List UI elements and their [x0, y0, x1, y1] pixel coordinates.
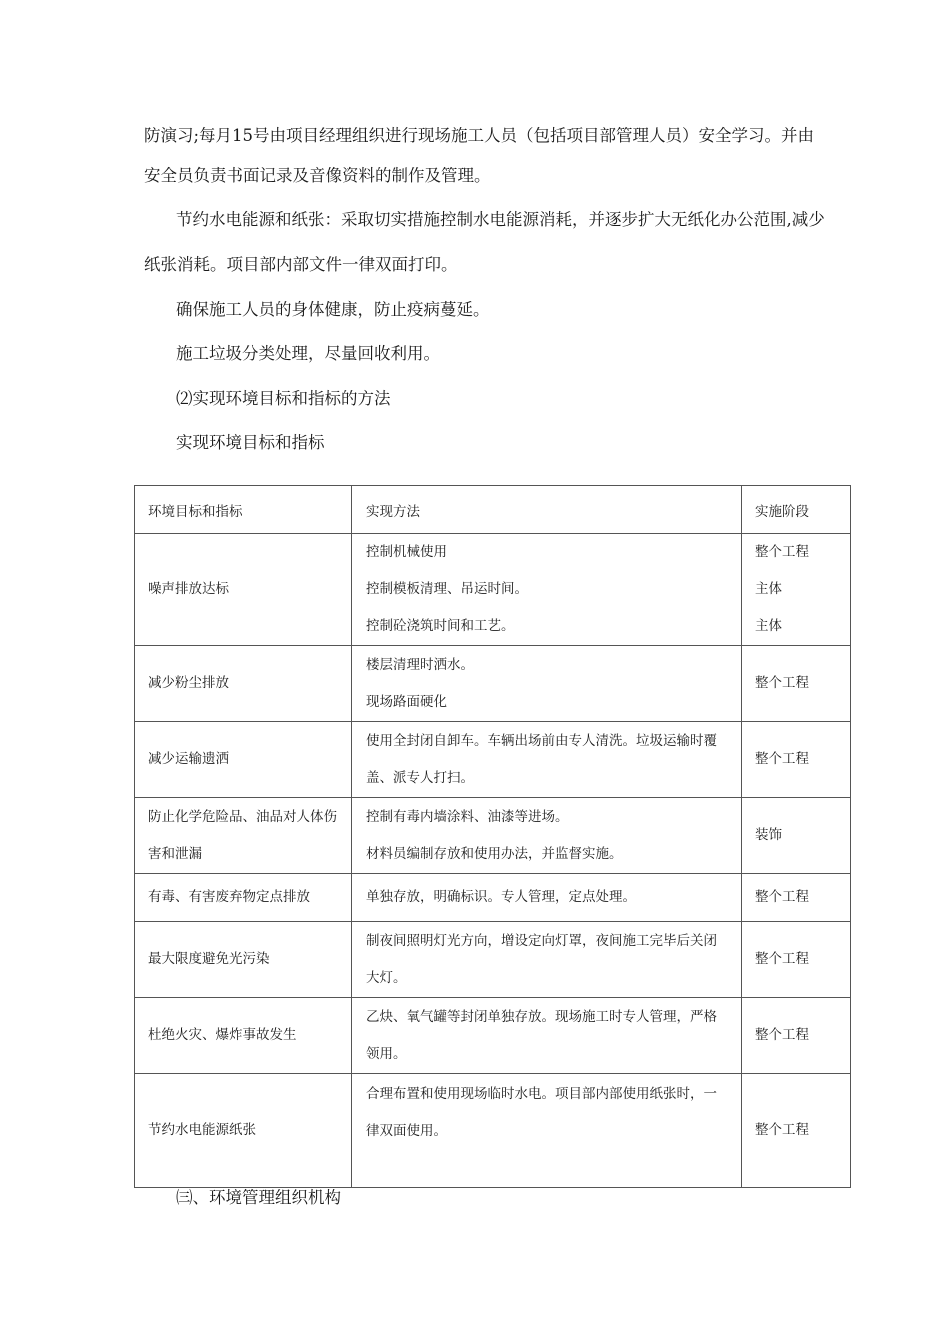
- cell-line: 大灯。: [366, 969, 407, 986]
- stage-cell: [742, 534, 851, 646]
- stage-cell: [742, 998, 851, 1074]
- section-heading: ⑵实现环境目标和指标的方法: [176, 389, 391, 408]
- cell-line: 噪声排放达标: [148, 581, 229, 597]
- cell-line: 领用。: [366, 1045, 407, 1062]
- stage-cell: [742, 798, 851, 874]
- cell-line: 制夜间照明灯光方向，增设定向灯罩，夜间施工完毕后关闭: [366, 932, 717, 949]
- method-cell: [352, 922, 742, 998]
- paragraph-line: 节约水电能源和纸张：采取切实措施控制水电能源消耗，并逐步扩大无纸化办公范围,减少: [176, 210, 825, 229]
- section-heading: ㈢、环境管理组织机构: [176, 1188, 341, 1207]
- paragraph: 确保施工人员的身体健康，防止疫病蔓延。: [176, 300, 490, 319]
- table-row: [135, 798, 851, 874]
- target-cell: [135, 874, 352, 922]
- method-cell: [352, 874, 742, 922]
- table-row: [135, 874, 851, 922]
- target-cell: [135, 722, 352, 798]
- method-cell: [352, 998, 742, 1074]
- cell-line: 节约水电能源纸张: [148, 1122, 256, 1138]
- cell-line: 减少运输遗洒: [148, 751, 229, 767]
- target-cell: [135, 534, 352, 646]
- stage-cell: [742, 722, 851, 798]
- cell-line: 整个工程: [755, 751, 809, 767]
- cell-line: 材料员编制存放和使用办法，并监督实施。: [366, 845, 623, 862]
- target-cell: [135, 1074, 352, 1188]
- paragraph-line: 纸张消耗。项目部内部文件一律双面打印。: [144, 255, 458, 274]
- cell-line: 主体: [755, 581, 782, 597]
- table-row: [135, 1074, 851, 1188]
- cell-line: 最大限度避免光污染: [148, 951, 270, 967]
- environment-goals-table: [134, 485, 851, 1188]
- target-cell: [135, 998, 352, 1074]
- cell-line: 乙炔、氧气罐等封闭单独存放。现场施工时专人管理，严格: [366, 1008, 717, 1025]
- cell-line: 主体: [755, 618, 782, 634]
- cell-line: 有毒、有害废弃物定点排放: [148, 889, 310, 905]
- method-cell: [352, 722, 742, 798]
- method-cell: [352, 798, 742, 874]
- stage-cell: [742, 646, 851, 722]
- cell-line: 整个工程: [755, 1027, 809, 1043]
- cell-line: 控制机械使用: [366, 544, 447, 560]
- table-row: [135, 646, 851, 722]
- cell-line: 害和泄漏: [148, 845, 202, 862]
- cell-line: 整个工程: [755, 544, 809, 560]
- target-cell: [135, 646, 352, 722]
- cell-line: 控制有毒内墙涂料、油漆等进场。: [366, 808, 569, 825]
- cell-line: 整个工程: [755, 951, 809, 967]
- table-row: [135, 998, 851, 1074]
- cell-line: 使用全封闭自卸车。车辆出场前由专人清洗。垃圾运输时覆: [366, 732, 717, 749]
- cell-line: 盖、派专人打扫。: [366, 769, 474, 786]
- cell-line: 控制模板清理、吊运时间。: [366, 581, 528, 597]
- header-cell: 环境目标和指标: [135, 486, 352, 534]
- cell-line: 整个工程: [755, 1122, 809, 1138]
- cell-line: 整个工程: [755, 675, 809, 691]
- header-cell: 实施阶段: [742, 486, 851, 534]
- table-row: [135, 534, 851, 646]
- cell-line: 防止化学危险品、油品对人体伤: [148, 808, 337, 825]
- paragraph-line: 防演习;每月15号由项目经理组织进行现场施工人员（包括项目部管理人员）安全学习。并由: [144, 126, 815, 145]
- cell-line: 楼层清理时洒水。: [366, 656, 474, 673]
- stage-cell: [742, 874, 851, 922]
- cell-line: 杜绝火灾、爆炸事故发生: [148, 1027, 297, 1043]
- cell-line: 减少粉尘排放: [148, 675, 229, 691]
- table-row: [135, 722, 851, 798]
- cell-line: 控制砼浇筑时间和工艺。: [366, 618, 515, 634]
- paragraph: 施工垃圾分类处理，尽量回收利用。: [176, 344, 440, 363]
- table-header-row: [135, 486, 851, 534]
- method-cell: [352, 1074, 742, 1188]
- stage-cell: [742, 1074, 851, 1188]
- cell-line: 律双面使用。: [366, 1123, 447, 1139]
- stage-cell: [742, 922, 851, 998]
- target-cell: [135, 922, 352, 998]
- cell-line: 装饰: [755, 827, 782, 843]
- method-cell: [352, 646, 742, 722]
- table-row: [135, 922, 851, 998]
- cell-line: 单独存放，明确标识。专人管理，定点处理。: [366, 889, 636, 905]
- table-caption: 实现环境目标和指标: [176, 433, 325, 452]
- target-cell: [135, 798, 352, 874]
- header-cell: 实现方法: [352, 486, 742, 534]
- paragraph-line: 安全员负责书面记录及音像资料的制作及管理。: [144, 166, 491, 185]
- cell-line: 整个工程: [755, 889, 809, 905]
- method-cell: [352, 534, 742, 646]
- cell-line: 合理布置和使用现场临时水电。项目部内部使用纸张时，一: [366, 1086, 717, 1102]
- cell-line: 现场路面硬化: [366, 693, 447, 710]
